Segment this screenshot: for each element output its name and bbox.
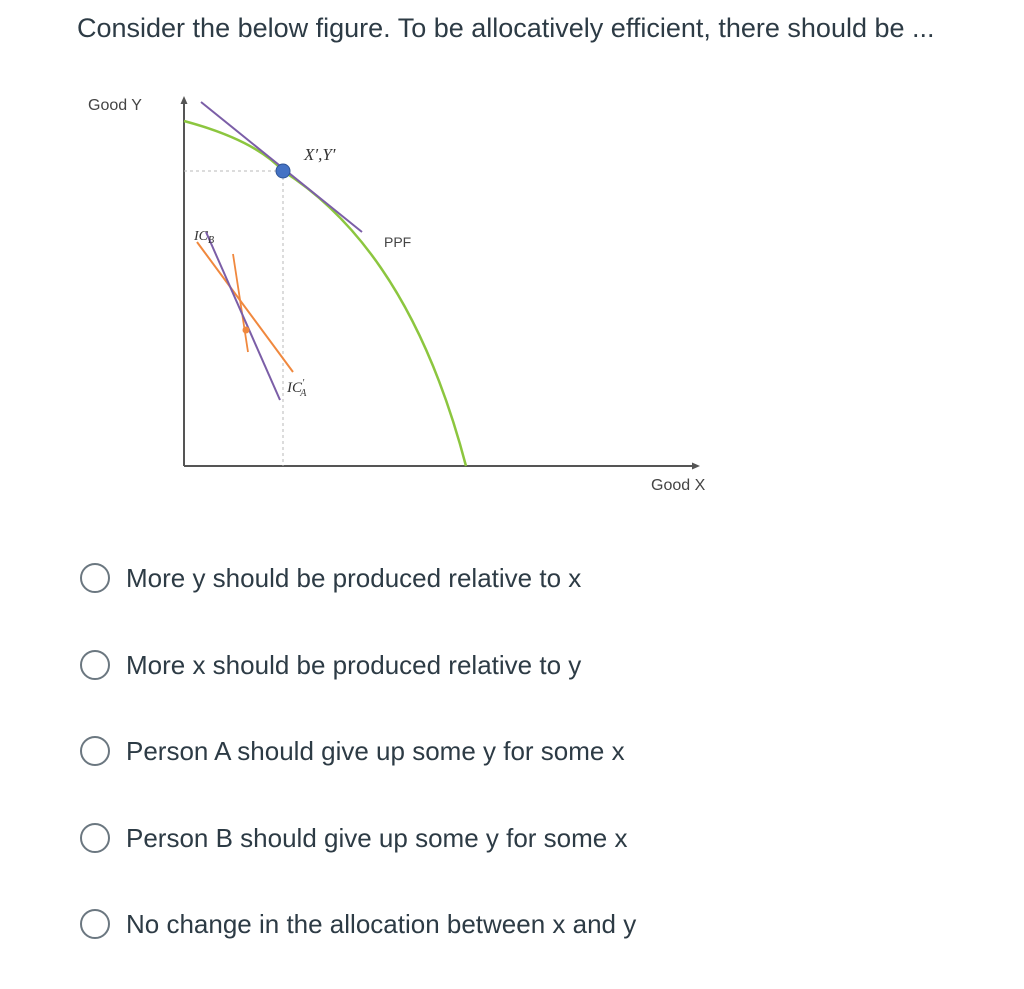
- ic-purple-line: [206, 232, 280, 400]
- ic-a-label-sub: A: [300, 388, 307, 399]
- ic-a-label-main: IC: [287, 380, 302, 396]
- radio-button[interactable]: [80, 736, 110, 766]
- radio-button[interactable]: [80, 563, 110, 593]
- ic-orange-short-line: [233, 254, 248, 352]
- answer-option-label[interactable]: More y should be produced relative to x: [126, 563, 582, 593]
- efficient-point: [276, 164, 290, 178]
- economics-figure: [80, 82, 730, 502]
- answer-option-label[interactable]: More x should be produced relative to y: [126, 649, 582, 680]
- ic-orange-line: [197, 242, 293, 372]
- y-axis-label: Good Y: [88, 97, 142, 114]
- answer-option[interactable]: [80, 643, 636, 687]
- answer-option[interactable]: [80, 816, 636, 860]
- answer-option[interactable]: [80, 729, 636, 773]
- ppf-diagram: [80, 82, 730, 502]
- ic-b-label-main: IC: [194, 229, 208, 244]
- y-axis-arrow: [181, 96, 188, 104]
- radio-button[interactable]: [80, 909, 110, 939]
- point-label: X′,Y′: [304, 145, 336, 164]
- ic-b-label: [193, 229, 214, 246]
- ppf-curve: [184, 121, 466, 466]
- answer-options: [80, 556, 636, 989]
- ic-tangency-point: [243, 327, 250, 334]
- answer-option[interactable]: [80, 902, 636, 946]
- ppf-label: PPF: [384, 234, 412, 250]
- x-axis-arrow: [692, 463, 700, 470]
- ic-b-label-sub: B: [208, 235, 215, 246]
- radio-button[interactable]: [80, 823, 110, 853]
- answer-option-label[interactable]: No change in the allocation between x and y: [126, 909, 637, 939]
- ic-a-label-sup: ′: [302, 378, 305, 389]
- question-text: Consider the below figure. To be allocatively efficient, there should be ...: [77, 13, 935, 43]
- answer-option-label[interactable]: Person A should give up some y for some x: [126, 736, 625, 766]
- x-axis-label: Good X: [651, 477, 706, 494]
- radio-button[interactable]: [80, 650, 110, 680]
- answer-option-label[interactable]: Person B should give up some y for some x: [126, 822, 628, 853]
- ic-a-label: [286, 378, 307, 399]
- answer-option[interactable]: [80, 556, 636, 600]
